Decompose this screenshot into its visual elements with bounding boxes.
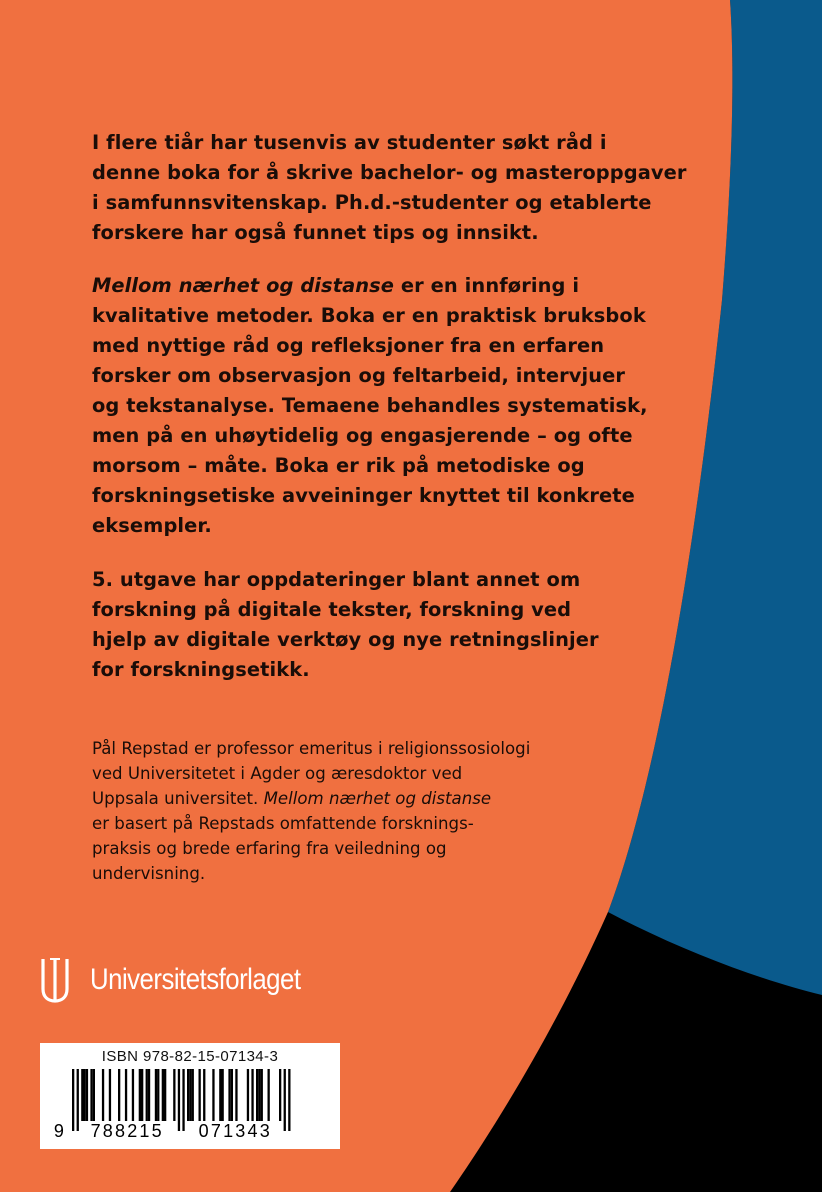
barcode-bar bbox=[231, 1069, 233, 1121]
barcode-guard-bar bbox=[284, 1069, 286, 1131]
para3-line: for forskningsetikk. bbox=[92, 658, 310, 681]
para3-line: forskning på digitale tekster, forskning ved bbox=[92, 598, 572, 621]
para2-line: med nyttige råd og refleksjoner fra en erfaren bbox=[92, 334, 605, 357]
barcode-bar bbox=[139, 1069, 141, 1121]
description-paragraph-1 bbox=[92, 128, 692, 248]
para1-line: forskere har også funnet tips og innsikt. bbox=[92, 221, 539, 244]
barcode-bar bbox=[118, 1069, 120, 1121]
barcode-bar bbox=[162, 1069, 164, 1121]
book-title-italic: Mellom nærhet og distanse bbox=[263, 789, 492, 808]
para1-line: denne boka for å skrive bachelor- og masteroppgaver bbox=[92, 161, 687, 184]
para2-line: men på en uhøytidelig og engasjerende – og ofte bbox=[92, 424, 633, 447]
barcode-lead-digit: 9 bbox=[53, 1121, 67, 1141]
isbn-label: ISBN 978-82-15-07134-3 bbox=[101, 1048, 279, 1065]
barcode-bar bbox=[228, 1069, 230, 1121]
barcode-bar bbox=[93, 1069, 95, 1121]
publisher-name: Universitetsforlaget bbox=[90, 963, 301, 996]
author-bio-line bbox=[92, 786, 652, 811]
para1-line: i samfunnsvitenskap. Ph.d.-studenter og etablerte bbox=[92, 191, 652, 214]
barcode-bar bbox=[199, 1069, 201, 1121]
author-bio-line: Pål Repstad er professor emeritus i religionssosiologi bbox=[92, 739, 531, 758]
barcode-bar bbox=[187, 1069, 189, 1121]
barcode-bar bbox=[261, 1069, 263, 1121]
barcode-bar bbox=[268, 1069, 270, 1121]
book-title-italic: Mellom nærhet og distanse bbox=[92, 274, 395, 297]
para1-line: I flere tiår har tusenvis av studenter søkt råd i bbox=[92, 131, 607, 154]
barcode-bar bbox=[235, 1069, 237, 1121]
barcode-left-digits: 788215 bbox=[90, 1121, 164, 1141]
para2-line: og tekstanalyse. Temaene behandles systematisk, bbox=[92, 394, 648, 417]
barcode-bar bbox=[251, 1069, 253, 1121]
description-paragraph-2 bbox=[92, 271, 672, 541]
para2-line: morsom – måte. Boka er rik på metodiske og bbox=[92, 454, 585, 477]
barcode-guard-bar bbox=[288, 1069, 290, 1131]
para2-line: forsker om observasjon og feltarbeid, intervjuer bbox=[92, 364, 626, 387]
barcode-bar bbox=[256, 1069, 258, 1121]
author-bio-line3-prefix: Uppsala universitet. bbox=[92, 789, 264, 808]
para2-line: kvalitative metoder. Boka er en praktisk bruksbok bbox=[92, 304, 646, 327]
barcode-bar bbox=[90, 1069, 92, 1121]
isbn-barcode bbox=[40, 1043, 340, 1149]
para2-first-line-rest: er en innføring i bbox=[394, 274, 580, 297]
barcode-bar bbox=[212, 1069, 214, 1121]
author-bio-line: undervisning. bbox=[92, 864, 206, 883]
barcode-bar bbox=[164, 1069, 166, 1121]
publisher-logo-block bbox=[40, 955, 335, 1005]
author-bio-line: er basert på Repstads omfattende forsknings- bbox=[92, 814, 474, 833]
barcode-bar bbox=[247, 1069, 249, 1121]
barcode-bar bbox=[81, 1069, 83, 1121]
barcode-bar bbox=[84, 1069, 86, 1121]
barcode-bar bbox=[146, 1069, 148, 1121]
barcode-bar bbox=[148, 1069, 150, 1121]
barcode-bar bbox=[173, 1069, 175, 1121]
barcode-bar bbox=[219, 1069, 221, 1121]
para2-first-line bbox=[92, 271, 672, 301]
description-paragraph-3 bbox=[92, 565, 652, 685]
barcode-bar bbox=[258, 1069, 260, 1121]
barcode-bar bbox=[203, 1069, 205, 1121]
barcode-bar bbox=[157, 1069, 159, 1121]
barcode-bar bbox=[86, 1069, 88, 1121]
barcode-bar bbox=[279, 1069, 281, 1121]
barcode-bar bbox=[125, 1069, 127, 1121]
author-bio-line: praksis og brede erfaring fra veiledning og bbox=[92, 839, 447, 858]
barcode-bar bbox=[222, 1069, 224, 1121]
barcode-guard-bar bbox=[178, 1069, 180, 1131]
author-bio bbox=[92, 736, 652, 886]
barcode-bar bbox=[132, 1069, 134, 1121]
para2-line: forskningsetiske avveininger knyttet til konkrete bbox=[92, 484, 635, 507]
author-bio-line: ved Universitetet i Agder og æresdoktor ved bbox=[92, 764, 463, 783]
barcode-guard-bar bbox=[77, 1069, 79, 1131]
barcode-bar bbox=[189, 1069, 191, 1121]
barcode-bar bbox=[109, 1069, 111, 1121]
barcode-right-digits: 071343 bbox=[198, 1121, 272, 1141]
barcode-guard-bar bbox=[182, 1069, 184, 1131]
barcode-bar bbox=[141, 1069, 143, 1121]
barcode-guard-bar bbox=[72, 1069, 74, 1131]
barcode-bar bbox=[192, 1069, 194, 1121]
barcode-bar bbox=[102, 1069, 104, 1121]
para3-line: 5. utgave har oppdateringer blant annet om bbox=[92, 568, 581, 591]
para2-line: eksempler. bbox=[92, 514, 212, 537]
barcode-bar bbox=[155, 1069, 157, 1121]
universitetsforlaget-u-logo-icon bbox=[40, 957, 70, 1003]
para3-line: hjelp av digitale verktøy og nye retningslinjer bbox=[92, 628, 599, 651]
